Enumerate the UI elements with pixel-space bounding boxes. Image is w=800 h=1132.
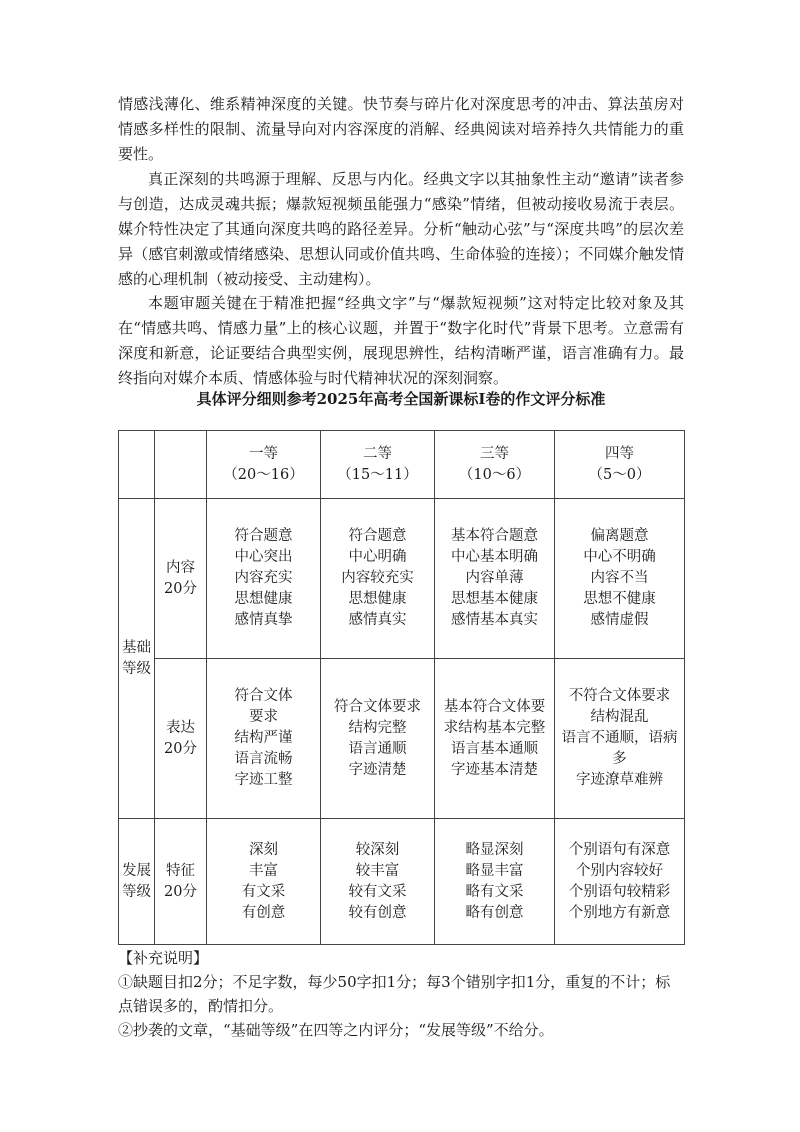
grading-table — [118, 430, 685, 945]
empty-corner-cell — [119, 431, 155, 499]
notes-heading: 【补充说明】 — [118, 949, 209, 967]
content-cell-4: 偏离题意 中心不明确 内容不当 思想不健康 感情虚假 — [555, 499, 685, 659]
expression-cell-3: 基本符合文体要求结构基本完整 语言基本通顺 字迹基本清楚 — [435, 659, 555, 819]
note-item-2: ②抄袭的文章，“基础等级”在四等之内评分；“发展等级”不给分。 — [118, 1021, 554, 1039]
paragraph-3: 本题审题关键在于精准把握“经典文字”与“爆款短视频”这对特定比较对象及其在“情感共鸣、情感力量”上的核心议题，并置于“数字化时代”背景下思考。立意需有深度和新意，论证要结合典型实例，展现思辨性，结构清晰严谨，语言准确有力。最终指向对媒介本质、情感体验与时代精神状况的深刻洞察。 — [118, 294, 684, 387]
expression-cell-4: 不符合文体要求 结构混乱 语言不通顺，语病多 字迹潦草难辨 — [555, 659, 685, 819]
grade-header-4: 四等 （5～0） — [555, 431, 685, 499]
grade-header-1: 一等 （20～16） — [207, 431, 321, 499]
develop-level-label: 发展 等级 — [119, 819, 155, 945]
content-label: 内容 20分 — [155, 499, 207, 659]
content-cell-2: 符合题意 中心明确 内容较充实 思想健康 感情真实 — [321, 499, 435, 659]
basic-level-label: 基础 等级 — [119, 499, 155, 819]
content-cell-3: 基本符合题意 中心基本明确 内容单薄 思想基本健康 感情基本真实 — [435, 499, 555, 659]
grade-header-row — [119, 431, 685, 499]
empty-corner-cell — [155, 431, 207, 499]
expression-row — [119, 659, 685, 819]
supplementary-notes — [118, 946, 684, 1042]
note-item-1: ①缺题目扣2分；不足字数，每少50字扣1分；每3个错别字扣1分，重复的不计；标点错误多的，酌情扣分。 — [118, 973, 671, 1015]
features-cell-4: 个别语句有深意 个别内容较好 个别语句较精彩 个别地方有新意 — [555, 819, 685, 945]
features-label: 特征 20分 — [155, 819, 207, 945]
features-cell-3: 略显深刻 略显丰富 略有文采 略有创意 — [435, 819, 555, 945]
content-cell-1: 符合题意 中心突出 内容充实 思想健康 感情真挚 — [207, 499, 321, 659]
paragraph-1: 情感浅薄化、维系精神深度的关键。快节奏与碎片化对深度思考的冲击、算法茧房对情感多样性的限制、流量导向对内容深度的消解、经典阅读对培养持久共情能力的重要性。 — [118, 95, 684, 163]
expression-cell-2: 符合文体要求 结构完整 语言通顺 字迹清楚 — [321, 659, 435, 819]
grade-header-2: 二等 （15～11） — [321, 431, 435, 499]
table-title: 具体评分细则参考2025年高考全国新课标Ⅰ卷的作文评分标准 — [196, 390, 606, 408]
features-cell-1: 深刻 丰富 有文采 有创意 — [207, 819, 321, 945]
expression-cell-1: 符合文体 要求 结构严谨 语言流畅 字迹工整 — [207, 659, 321, 819]
expression-label: 表达 20分 — [155, 659, 207, 819]
content-row — [119, 499, 685, 659]
features-cell-2: 较深刻 较丰富 较有文采 较有创意 — [321, 819, 435, 945]
grade-header-3: 三等 （10～6） — [435, 431, 555, 499]
paragraph-2: 真正深刻的共鸣源于理解、反思与内化。经典文字以其抽象性主动“邀请”读者参与创造，达成灵魂共振；爆款短视频虽能强力“感染”情绪，但被动接收易流于表层。媒介特性决定了其通向深度共鸣的路径差异。分析“触动心弦”与“深度共鸣”的层次差异（感官刺激或情绪感染、思想认同或价值共鸣、生命体验的连接）；不同媒介触发情感的心理机制（被动接受、主动建构）。 — [118, 170, 684, 288]
features-row — [119, 819, 685, 945]
